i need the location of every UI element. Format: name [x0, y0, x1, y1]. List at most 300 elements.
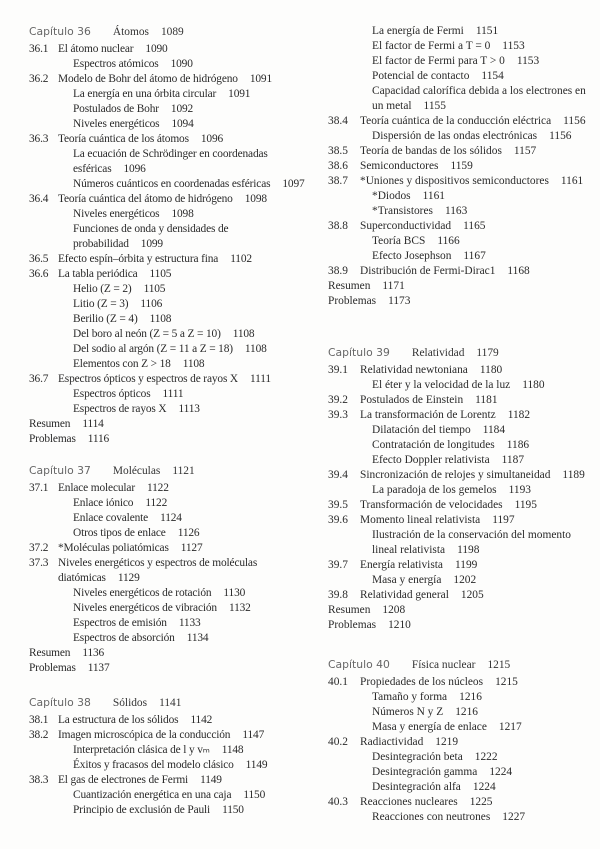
entry-page: 1153	[516, 55, 540, 67]
entry-page: 1153	[502, 40, 525, 52]
entry-text: Distribución de Fermi-Dirac1	[360, 265, 496, 277]
entry-title	[73, 87, 250, 102]
entry-page: 1094	[171, 118, 194, 130]
entry-text: Potencial de contacto	[372, 70, 470, 82]
chapter-title: Física nuclear	[411, 659, 476, 671]
entry-title	[29, 432, 109, 447]
entry-page: 1189	[562, 469, 585, 481]
subsection-entry	[328, 453, 596, 468]
entry-text: Resumen	[29, 418, 71, 430]
entry-page: 1161	[422, 190, 445, 202]
entry-title	[58, 132, 223, 147]
entry-text: Desintegración beta	[372, 751, 463, 763]
entry-text: Problemas	[29, 662, 76, 674]
toc-column-block	[328, 345, 596, 633]
chapter-page: 1179	[476, 347, 499, 359]
subsection-entry	[29, 177, 319, 192]
section-number: 38.2	[29, 729, 49, 741]
entry-text: Enlace iónico	[73, 497, 134, 509]
entry-page: 1124	[160, 512, 182, 524]
entry-text: La tabla periódica	[58, 268, 138, 280]
entry-text: La ecuación de Schrödinger en coordenadas esféricas	[73, 148, 268, 175]
entry-page: 1198	[457, 544, 480, 556]
entry-page: 1156	[563, 115, 586, 127]
entry-title	[58, 252, 252, 267]
subsection-entry	[328, 750, 596, 765]
entry-page: 1116	[87, 433, 110, 445]
toc-column-block	[328, 24, 596, 309]
section-number: 40.3	[328, 796, 348, 808]
subsection-entry	[29, 102, 319, 117]
section-number: 36.2	[29, 73, 49, 85]
entry-page: 1181	[475, 394, 498, 406]
toc-column-block	[328, 657, 596, 825]
section-number: 39.1	[328, 364, 348, 376]
chapter-page: 1089	[160, 26, 184, 38]
chapter-heading	[328, 657, 596, 675]
entry-page: 1150	[222, 804, 244, 816]
entry-text: La estructura de los sólidos	[58, 714, 179, 726]
entry-page: 1091	[228, 88, 251, 100]
subsection-entry	[29, 788, 319, 803]
entry-title	[29, 417, 104, 432]
entry-text: Postulados de Einstein	[360, 394, 464, 406]
subsection-entry	[29, 496, 319, 511]
entry-title	[58, 556, 298, 586]
section-entry	[328, 498, 596, 513]
entry-title	[360, 144, 536, 159]
entry-title	[328, 603, 405, 618]
entry-page: 1210	[388, 619, 411, 631]
subsection-entry	[29, 402, 319, 417]
entry-title	[360, 174, 583, 189]
entry-page: 1155	[423, 100, 446, 112]
entry-page: 1216	[459, 691, 482, 703]
backmatter-entry	[328, 618, 596, 633]
entry-page: 1227	[502, 811, 526, 823]
entry-text: Teoría BCS	[372, 235, 426, 247]
entry-text: Masa y energía de enlace	[372, 721, 487, 733]
entry-page: 1127	[180, 542, 203, 554]
entry-text: Teoría de bandas de los sólidos	[360, 145, 502, 157]
section-entry	[328, 588, 596, 603]
section-entry	[29, 728, 319, 743]
chapter-title: Relatividad	[411, 347, 465, 359]
section-entry	[328, 219, 596, 234]
subsection-entry	[29, 631, 319, 646]
entry-text: Problemas	[29, 433, 76, 445]
entry-title	[73, 177, 305, 192]
section-number: 39.4	[328, 469, 348, 481]
entry-title	[372, 249, 486, 264]
entry-text: Éxitos y fracasos del modelo clásico	[73, 759, 234, 771]
entry-title	[73, 586, 245, 601]
entry-page: 1180	[522, 379, 545, 391]
entry-title	[360, 264, 530, 279]
section-entry	[29, 556, 319, 586]
entry-title	[73, 312, 171, 327]
entry-page: 1224	[472, 781, 496, 793]
chapter-label: Capítulo 40	[328, 658, 390, 671]
section-entry	[29, 713, 319, 728]
entry-text: El factor de Fermi a T = 0	[372, 40, 491, 52]
chapter-label: Capítulo 36	[29, 25, 91, 38]
entry-page: 1090	[170, 58, 193, 70]
subsection-entry	[328, 54, 596, 69]
entry-page: 1167	[463, 250, 486, 262]
entry-text: Desintegración gamma	[372, 766, 478, 778]
entry-title	[73, 511, 182, 526]
entry-page: 1097	[282, 178, 305, 190]
entry-text: Espectros de rayos X	[73, 403, 167, 415]
subsection-entry	[328, 483, 596, 498]
entry-title	[73, 616, 201, 631]
entry-page: 1114	[82, 418, 104, 430]
entry-page: 1136	[82, 647, 105, 659]
section-entry	[328, 408, 596, 423]
section-number: 39.2	[328, 394, 348, 406]
entry-text: *Moléculas poliatómicas	[58, 542, 169, 554]
entry-text: Enlace covalente	[73, 512, 149, 524]
entry-title	[58, 541, 203, 556]
entry-page: 1217	[498, 721, 522, 733]
entry-title	[372, 204, 467, 219]
backmatter-entry	[29, 661, 319, 676]
entry-text: Espectros de absorción	[73, 632, 175, 644]
entry-title	[360, 498, 537, 513]
entry-text: Helio (Z = 2)	[73, 283, 132, 295]
entry-text: *Transistores	[372, 205, 433, 217]
entry-page: 1099	[140, 238, 163, 250]
entry-title	[360, 363, 502, 378]
entry-text: Teoría cuántica del átomo de hidrógeno	[58, 193, 233, 205]
chapter-page: 1215	[487, 659, 511, 671]
entry-title	[372, 750, 498, 765]
entry-title	[73, 327, 254, 342]
entry-text: La energía en una órbita circular	[73, 88, 217, 100]
entry-page: 1171	[382, 280, 405, 292]
entry-text: Enlace molecular	[58, 482, 135, 494]
section-number: 38.9	[328, 265, 348, 277]
entry-page: 1106	[140, 298, 163, 310]
section-entry	[328, 363, 596, 378]
entry-text: Problemas	[328, 619, 377, 631]
subsection-entry	[328, 249, 596, 264]
entry-text: El factor de Fermi para T > 0	[372, 55, 505, 67]
entry-page: 1137	[87, 662, 110, 674]
chapter-page: 1141	[159, 697, 182, 709]
subsection-entry	[328, 129, 596, 144]
section-entry	[328, 735, 596, 750]
subsection-entry	[29, 357, 319, 372]
entry-title	[372, 453, 524, 468]
subsection-entry	[29, 327, 319, 342]
entry-page: 1098	[244, 193, 267, 205]
chapter-title: Moléculas	[112, 465, 161, 477]
entry-text: Capacidad calorífica debida a los electrones en un metal	[372, 85, 586, 112]
section-number: 38.3	[29, 774, 49, 786]
entry-text: Espectros atómicos	[73, 58, 159, 70]
entry-page: 1205	[460, 589, 484, 601]
section-entry	[328, 513, 596, 528]
subsection-entry	[328, 810, 596, 825]
entry-text: La energía de Fermi	[372, 25, 464, 37]
entry-page: 1133	[178, 617, 201, 629]
entry-page: 1180	[479, 364, 503, 376]
entry-text: Resumen	[29, 647, 71, 659]
section-number: 36.1	[29, 43, 49, 55]
entry-title	[73, 102, 193, 117]
entry-title	[372, 69, 504, 84]
entry-text: La paradoja de los gemelos	[372, 484, 497, 496]
section-number: 38.5	[328, 145, 348, 157]
backmatter-entry	[328, 603, 596, 618]
entry-text: Energía relativista	[360, 559, 443, 571]
section-entry	[328, 114, 596, 129]
subsection-entry	[29, 87, 319, 102]
subsection-entry	[29, 803, 319, 818]
entry-page: 1147	[242, 729, 265, 741]
subsection-entry	[328, 204, 596, 219]
entry-text: El átomo nuclear	[58, 43, 134, 55]
entry-text: Cuantización energética en una caja	[73, 789, 232, 801]
entry-page: 1163	[444, 205, 468, 217]
entry-title	[360, 675, 518, 690]
section-entry	[29, 481, 319, 496]
entry-title	[58, 267, 171, 282]
section-number: 36.3	[29, 133, 49, 145]
chapter-title: Átomos	[112, 26, 149, 38]
entry-title	[73, 788, 265, 803]
entry-page: 1150	[243, 789, 266, 801]
entry-page: 1208	[382, 604, 406, 616]
entry-text: Niveles energéticos de vibración	[73, 602, 217, 614]
entry-text: Reacciones con neutrones	[372, 811, 491, 823]
entry-title	[73, 526, 199, 541]
entry-title	[360, 219, 485, 234]
section-entry	[29, 42, 319, 57]
entry-title	[372, 39, 525, 54]
entry-title	[372, 720, 522, 735]
entry-text: Resumen	[328, 604, 371, 616]
entry-text: El éter y la velocidad de la luz	[372, 379, 511, 391]
section-number: 40.1	[328, 676, 348, 688]
entry-title	[360, 114, 586, 129]
entry-text: Momento lineal relativista	[360, 514, 481, 526]
entry-title	[372, 765, 512, 780]
entry-title	[360, 588, 484, 603]
entry-title	[360, 408, 530, 423]
entry-text: Sincronización de relojes y simultaneidad	[360, 469, 551, 481]
section-number: 39.6	[328, 514, 348, 526]
entry-title	[372, 810, 525, 825]
section-number: 39.3	[328, 409, 348, 421]
backmatter-entry	[328, 279, 596, 294]
subsection-entry	[328, 39, 596, 54]
entry-page: 1108	[232, 328, 255, 340]
entry-title	[73, 342, 267, 357]
entry-text: Niveles energéticos y espectros de moléculas diatómicas	[58, 557, 258, 584]
entry-page: 1113	[178, 403, 200, 415]
entry-title	[360, 558, 477, 573]
entry-text: *Diodos	[372, 190, 411, 202]
section-number: 37.1	[29, 482, 49, 494]
chapter-heading	[29, 463, 319, 481]
entry-page: 1157	[513, 145, 537, 157]
chapter-title: Sólidos	[112, 697, 148, 709]
section-entry	[328, 159, 596, 174]
entry-page: 1096	[200, 133, 224, 145]
entry-title	[58, 713, 212, 728]
entry-title	[372, 438, 529, 453]
entry-page: 1173	[388, 295, 411, 307]
entry-text: Reacciones nucleares	[360, 796, 458, 808]
section-number: 39.7	[328, 559, 348, 571]
subsection-entry	[29, 743, 319, 758]
entry-title	[372, 780, 496, 795]
entry-title	[372, 705, 478, 720]
entry-title	[73, 631, 208, 646]
chapter-heading	[29, 24, 319, 42]
entry-text: Propiedades de los núcleos	[360, 676, 484, 688]
section-entry	[29, 267, 319, 282]
entry-text: Otros tipos de enlace	[73, 527, 166, 539]
section-entry	[328, 468, 596, 483]
entry-page: 1168	[507, 265, 530, 277]
section-entry	[328, 174, 596, 189]
toc-column-block	[29, 463, 319, 676]
subsection-entry	[328, 780, 596, 795]
entry-text: Del sodio al argón (Z = 11 a Z = 18)	[73, 343, 233, 355]
entry-title	[73, 57, 193, 72]
entry-page: 1105	[149, 268, 172, 280]
entry-page: 1156	[549, 130, 572, 142]
section-entry	[29, 132, 319, 147]
entry-text: Teoría cuántica de la conducción eléctrica	[360, 115, 552, 127]
entry-title	[29, 661, 110, 676]
subsection-entry	[328, 573, 596, 588]
section-entry	[29, 72, 319, 87]
chapter-label: Capítulo 39	[328, 346, 390, 359]
section-number: 39.5	[328, 499, 348, 511]
entry-title	[360, 735, 458, 750]
entry-title	[73, 803, 244, 818]
chapter-heading	[29, 695, 319, 713]
subsection-entry	[328, 528, 596, 558]
entry-text: Interpretación clásica de l y vₘ	[73, 744, 210, 756]
entry-text: Números cuánticos en coordenadas esféricas	[73, 178, 271, 190]
entry-page: 1166	[437, 235, 460, 247]
entry-title	[73, 222, 248, 252]
entry-title	[73, 387, 183, 402]
entry-text: Modelo de Bohr del átomo de hidrógeno	[58, 73, 238, 85]
subsection-entry	[328, 438, 596, 453]
entry-text: Del boro al neón (Z = 5 a Z = 10)	[73, 328, 221, 340]
entry-page: 1165	[463, 220, 486, 232]
subsection-entry	[29, 526, 319, 541]
entry-text: Problemas	[328, 295, 377, 307]
entry-title	[73, 402, 200, 417]
section-number: 36.6	[29, 268, 49, 280]
entry-text: *Uniones y dispositivos semiconductores	[360, 175, 549, 187]
entry-page: 1199	[454, 559, 478, 571]
subsection-entry	[29, 117, 319, 132]
subsection-entry	[29, 601, 319, 616]
entry-title	[360, 795, 493, 810]
section-entry	[328, 558, 596, 573]
chapter-label: Capítulo 38	[29, 696, 91, 709]
entry-text: Efecto Doppler relativista	[372, 454, 490, 466]
chapter-label: Capítulo 37	[29, 464, 91, 477]
entry-title	[372, 189, 445, 204]
entry-page: 1102	[230, 253, 252, 265]
entry-page: 1096	[123, 163, 146, 175]
entry-title	[372, 129, 571, 144]
entry-text: Semiconductores	[360, 160, 439, 172]
subsection-entry	[328, 84, 596, 114]
entry-page: 1151	[475, 25, 499, 37]
entry-page: 1108	[244, 343, 267, 355]
entry-title	[372, 54, 539, 69]
subsection-entry	[328, 690, 596, 705]
entry-text: Efecto espín–órbita y estructura fina	[58, 253, 219, 265]
entry-text: Contratación de longitudes	[372, 439, 495, 451]
subsection-entry	[29, 758, 319, 773]
subsection-entry	[29, 342, 319, 357]
subsection-entry	[29, 511, 319, 526]
subsection-entry	[29, 616, 319, 631]
entry-text: Niveles energéticos	[73, 118, 160, 130]
entry-title	[58, 72, 272, 87]
entry-title	[58, 192, 267, 207]
entry-title	[372, 483, 531, 498]
subsection-entry	[29, 57, 319, 72]
entry-title	[372, 378, 545, 393]
entry-text: Espectros ópticos	[73, 388, 151, 400]
section-entry	[328, 264, 596, 279]
section-entry	[29, 372, 319, 387]
section-entry	[29, 252, 319, 267]
section-entry	[29, 541, 319, 556]
entry-title	[360, 513, 515, 528]
subsection-entry	[328, 234, 596, 249]
entry-title	[328, 279, 405, 294]
entry-text: Transformación de velocidades	[360, 499, 503, 511]
entry-page: 1154	[481, 70, 504, 82]
entry-page: 1202	[453, 574, 477, 586]
entry-page: 1122	[146, 482, 169, 494]
entry-title	[73, 282, 165, 297]
section-entry	[328, 144, 596, 159]
entry-text: El gas de electrones de Fermi	[58, 774, 189, 786]
entry-title	[58, 372, 271, 387]
subsection-entry	[328, 69, 596, 84]
entry-page: 1187	[501, 454, 525, 466]
entry-page: 1222	[474, 751, 498, 763]
entry-page: 1161	[560, 175, 584, 187]
subsection-entry	[29, 222, 319, 252]
entry-title	[73, 357, 204, 372]
entry-title	[73, 601, 251, 616]
entry-title	[73, 297, 162, 312]
subsection-entry	[29, 207, 319, 222]
entry-page: 1215	[495, 676, 518, 688]
entry-title	[73, 743, 243, 758]
entry-text: Dilatación del tiempo	[372, 424, 471, 436]
subsection-entry	[328, 24, 596, 39]
entry-page: 1108	[182, 358, 205, 370]
entry-page: 1193	[508, 484, 531, 496]
